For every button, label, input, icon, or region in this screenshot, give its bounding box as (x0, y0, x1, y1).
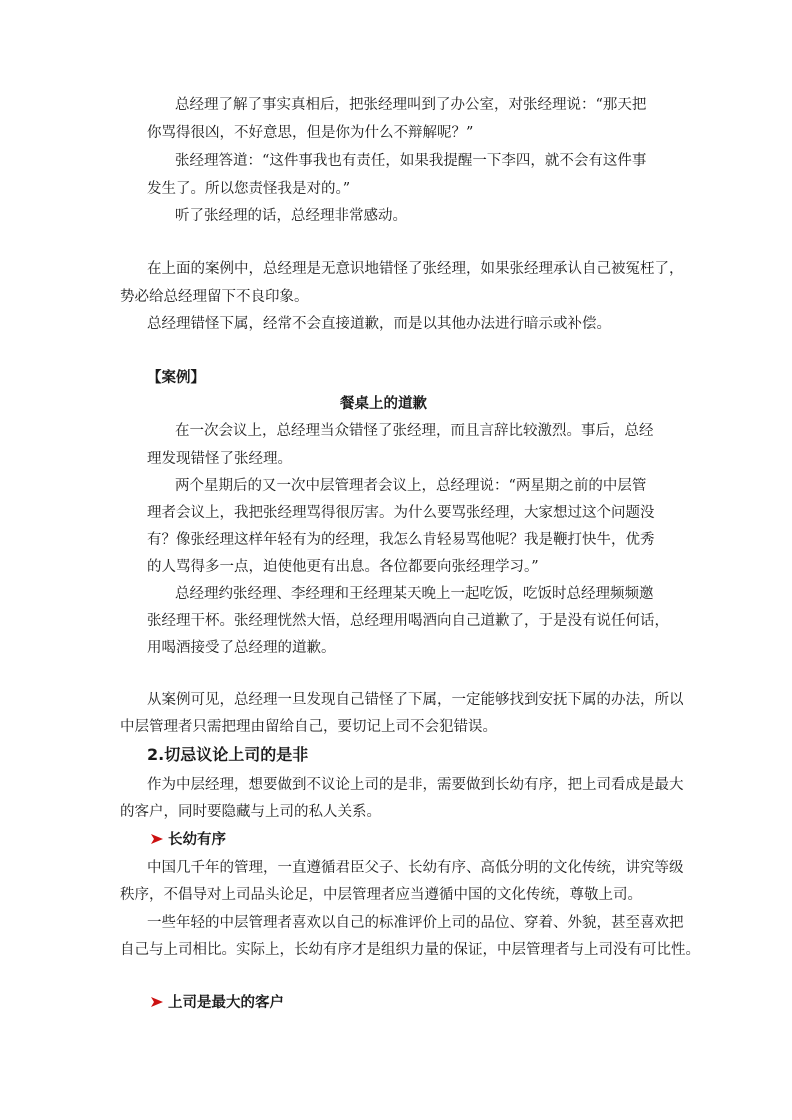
case-line-5: 有？像张经理这样年轻有为的经理，我怎么肯轻易骂他呢？我是鞭打快牛，优秀 (147, 532, 655, 548)
story1-line-2: 你骂得很凶，不好意思，但是你为什么不辩解呢？” (147, 125, 474, 141)
section2-line-2: 的客户，同时要隐藏与上司的私人关系。 (120, 804, 381, 820)
analysis1-line-2: 势必给总经理留下不良印象。 (120, 289, 309, 305)
subsection-2-title: 上司是最大的客户 (168, 994, 284, 1011)
case-line-1: 在一次会议上，总经理当众错怪了张经理，而且言辞比较激烈。事后，总经 (175, 423, 654, 439)
analysis2-line-2: 中层管理者只需把理由留给自己，要切记上司不会犯错误。 (120, 719, 497, 735)
case-line-4: 理者会议上，我把张经理骂得很厉害。为什么要骂张经理，大家想过这个问题没 (147, 505, 655, 521)
story1-line-3: 张经理答道：“这件事我也有责任，如果我提醒一下李四，就不会有这件事 (175, 153, 647, 169)
sub1-line-2: 秩序，不倡导对上司品头论足，中层管理者应当遵循中国的文化传统，尊敬上司。 (120, 887, 642, 903)
analysis1-line-3: 总经理错怪下属，经常不会直接道歉，而是以其他办法进行暗示或补偿。 (147, 316, 611, 332)
case-line-3: 两个星期后的又一次中层管理者会议上，总经理说：“两星期之前的中层管 (175, 478, 647, 494)
case-line-6: 的人骂得多一点，迫使他更有出息。各位都要向张经理学习。” (147, 559, 539, 575)
story1-line-1: 总经理了解了事实真相后，把张经理叫到了办公室，对张经理说：“那天把 (175, 97, 647, 113)
section-heading: 2.切忌议论上司的是非 (147, 745, 309, 764)
case-label: 【案例】 (147, 369, 205, 386)
case-line-2: 理发现错怪了张经理。 (147, 451, 292, 467)
story1-line-5: 听了张经理的话，总经理非常感动。 (175, 208, 407, 224)
case-title: 餐桌上的道歉 (340, 395, 427, 412)
sub1-line-1: 中国几千年的管理，一直遵循君臣父子、长幼有序、高低分明的文化传统，讲究等级 (147, 860, 684, 876)
analysis2-line-1: 从案例可见，总经理一旦发现自己错怪了下属，一定能够找到安抚下属的办法，所以 (147, 692, 684, 708)
section2-line-1: 作为中层经理，想要做到不议论上司的是非，需要做到长幼有序，把上司看成是最大 (147, 777, 684, 793)
case-line-9: 用喝酒接受了总经理的道歉。 (147, 640, 336, 656)
sub1-line-4: 自己与上司相比。实际上，长幼有序才是组织力量的保证，中层管理者与上司没有可比性。 (120, 942, 700, 958)
subsection-heading-1 (150, 830, 226, 850)
story1-line-4: 发生了。所以您责怪我是对的。” (147, 181, 351, 197)
sub1-line-3: 一些年轻的中层管理者喜欢以自己的标准评价上司的品位、穿着、外貌，甚至喜欢把 (147, 915, 684, 931)
red-arrow-bullet-icon (150, 995, 164, 1009)
red-arrow-bullet-icon (150, 832, 164, 846)
analysis1-line-1: 在上面的案例中，总经理是无意识地错怪了张经理，如果张经理承认自己被冤枉了， (147, 261, 684, 277)
case-line-7: 总经理约张经理、李经理和王经理某天晚上一起吃饭，吃饭时总经理频频邀 (175, 586, 654, 602)
subsection-heading-2 (150, 993, 284, 1013)
case-line-8: 张经理干杯。张经理恍然大悟，总经理用喝酒向自己道歉了，于是没有说任何话， (147, 613, 669, 629)
subsection-1-title: 长幼有序 (168, 831, 226, 848)
